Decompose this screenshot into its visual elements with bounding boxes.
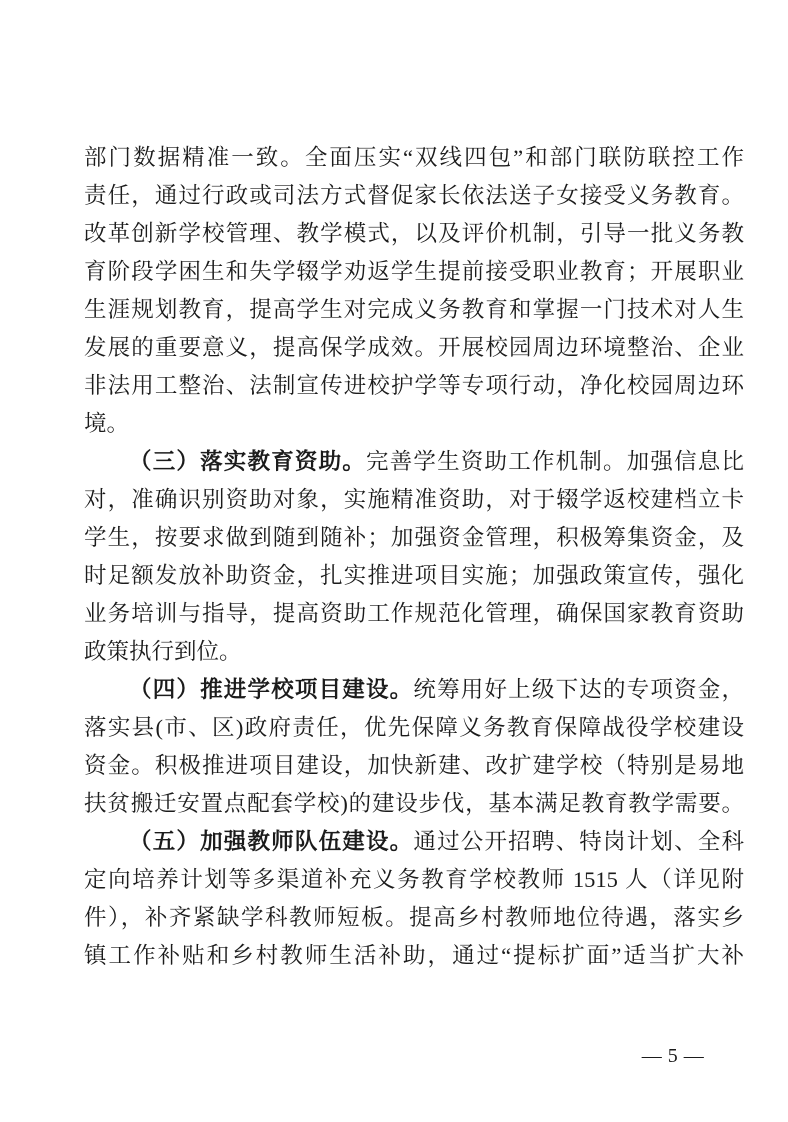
section-heading: （五）加强教师队伍建设。 (129, 829, 414, 854)
text-line: 育阶段学困生和失学辍学劝返学生提前接受职业教育；开展职业 (84, 259, 744, 284)
body-text (84, 139, 744, 975)
text-line: 定向培养计划等多渠道补充义务教育学校教师 1515 人（详见附 (84, 867, 744, 892)
text-line: 扶贫搬迁安置点配套学校)的建设步伐，基本满足教育教学需要。 (84, 791, 744, 816)
text-line: 政策执行到位。 (84, 639, 242, 664)
text-line: 生涯规划教育，提高学生对完成义务教育和掌握一门技术对人生 (84, 297, 744, 322)
page-number: — 5 — (641, 1045, 705, 1067)
text-line: 资金。积极推进项目建设，加快新建、改扩建学校（特别是易地 (84, 753, 744, 778)
text-line: 发展的重要意义，提高保学成效。开展校园周边环境整治、企业 (84, 335, 744, 360)
text-line: 镇工作补贴和乡村教师生活补助，通过“提标扩面”适当扩大补 (84, 943, 744, 968)
text-line: 件），补齐紧缺学科教师短板。提高乡村教师地位待遇，落实乡 (84, 905, 744, 930)
text-line: 境。 (84, 411, 130, 436)
text-line: 落实县(市、区)政府责任，优先保障义务教育保障战役学校建设 (84, 715, 744, 740)
text-line: （四）推进学校项目建设。统筹用好上级下达的专项资金， (129, 677, 744, 702)
text-line: 业务培训与指导，提高资助工作规范化管理，确保国家教育资助 (84, 601, 744, 626)
text-line: 改革创新学校管理、教学模式，以及评价机制，引导一批义务教 (84, 221, 744, 246)
text-line: 学生，按要求做到随到随补；加强资金管理，积极筹集资金，及 (84, 525, 744, 550)
text-line: 非法用工整治、法制宣传进校护学等专项行动，净化校园周边环 (84, 373, 744, 398)
text-line: 时足额发放补助资金，扎实推进项目实施；加强政策宣传，强化 (84, 563, 744, 588)
text-line: 责任，通过行政或司法方式督促家长依法送子女接受义务教育。 (84, 183, 744, 208)
section-heading: （三）落实教育资助。 (129, 449, 366, 474)
text-line: 部门数据精准一致。全面压实“双线四包”和部门联防联控工作 (84, 145, 744, 170)
section-heading: （四）推进学校项目建设。 (129, 677, 414, 702)
text-line: （五）加强教师队伍建设。通过公开招聘、特岗计划、全科 (129, 829, 744, 854)
text-line: （三）落实教育资助。完善学生资助工作机制。加强信息比 (129, 449, 744, 474)
text-line: 对，准确识别资助对象，实施精准资助，对于辍学返校建档立卡 (84, 487, 744, 512)
